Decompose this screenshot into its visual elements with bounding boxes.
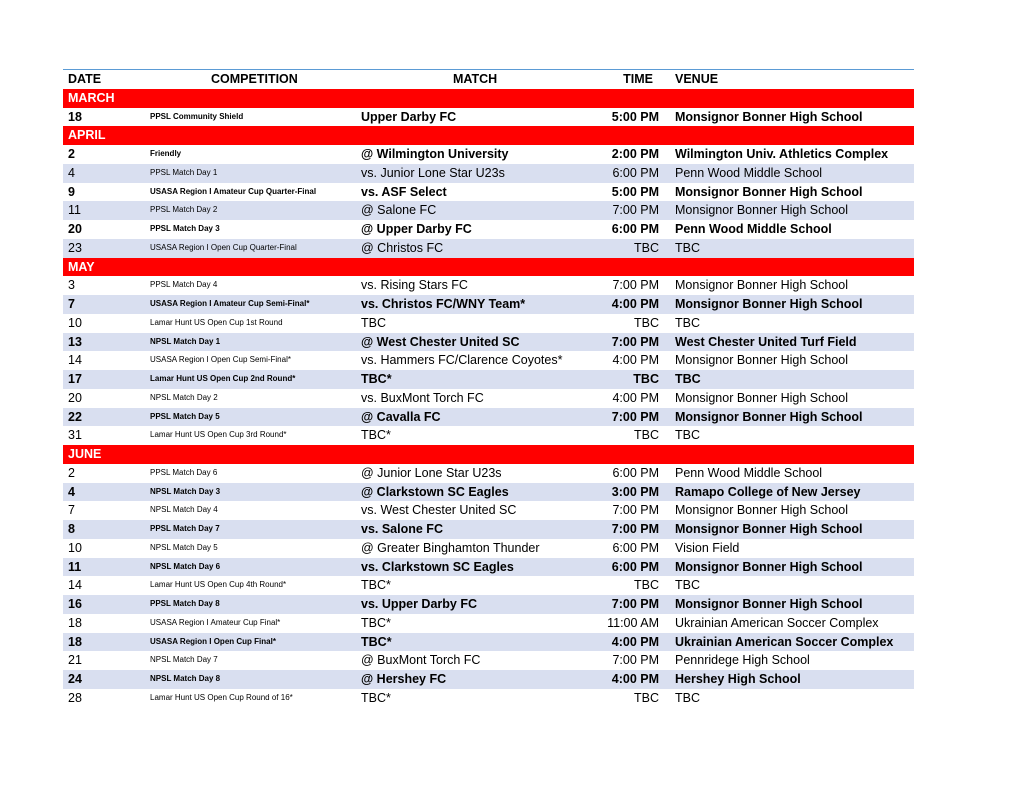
table-row (63, 164, 914, 183)
table-row (63, 145, 914, 164)
cell-venue: TBC (675, 240, 700, 255)
table-row (63, 276, 914, 295)
cell-competition: USASA Region I Amateur Cup Semi-Final* (150, 299, 310, 308)
cell-match: @ Upper Darby FC (361, 222, 472, 236)
cell-time: 4:00 PM (611, 634, 659, 649)
cell-time: TBC (634, 578, 659, 593)
cell-date: 11 (68, 203, 81, 218)
cell-competition: Friendly (150, 149, 182, 158)
cell-competition: NPSL Match Day 1 (150, 336, 221, 346)
cell-date: 2 (68, 147, 75, 161)
table-row (63, 520, 914, 539)
cell-venue: Monsignor Bonner High School (675, 522, 863, 536)
cell-time: 5:00 PM (611, 184, 659, 199)
table-row (63, 651, 914, 670)
cell-time: TBC (633, 372, 659, 386)
schedule-table (63, 69, 914, 708)
cell-competition: PPSL Match Day 4 (150, 280, 218, 290)
table-row (63, 389, 914, 408)
cell-match: Upper Darby FC (361, 109, 457, 124)
cell-venue: Monsignor Bonner High School (675, 297, 863, 311)
cell-competition: NPSL Match Day 6 (150, 561, 221, 571)
cell-match: vs. Upper Darby FC (361, 597, 478, 611)
cell-venue: Monsignor Bonner High School (675, 203, 849, 218)
cell-venue: Ukrainian American Soccer Complex (675, 634, 894, 649)
month-header-june (63, 445, 914, 464)
cell-competition: Lamar Hunt US Open Cup 1st Round (150, 317, 283, 327)
table-row (63, 314, 914, 333)
cell-date: 31 (68, 428, 82, 443)
cell-time: 4:00 PM (611, 297, 659, 311)
month-header-march (63, 89, 914, 108)
cell-venue: Ukrainian American Soccer Complex (675, 615, 879, 630)
cell-competition: PPSL Match Day 1 (150, 167, 218, 177)
cell-match: TBC* (361, 634, 392, 649)
cell-venue: Pennridege High School (675, 653, 810, 668)
cell-match: TBC* (361, 578, 391, 593)
table-row (63, 201, 914, 220)
cell-competition: USASA Region I Open Cup Semi-Final* (150, 355, 291, 365)
cell-date: 23 (68, 240, 82, 255)
table-row (63, 689, 914, 708)
cell-competition: PPSL Match Day 3 (150, 224, 220, 233)
cell-match: vs. Salone FC (361, 522, 443, 536)
table-row (63, 464, 914, 483)
cell-venue: Monsignor Bonner High School (675, 390, 849, 405)
cell-date: 16 (68, 597, 82, 611)
table-row (63, 633, 914, 652)
cell-time: 5:00 PM (611, 109, 659, 124)
cell-date: 18 (68, 615, 82, 630)
cell-date: 14 (68, 353, 82, 368)
cell-time: 3:00 PM (611, 484, 659, 499)
cell-match: @ Clarkstown SC Eagles (361, 484, 509, 499)
cell-date: 28 (68, 690, 82, 705)
cell-time: 7:00 PM (612, 503, 659, 518)
table-row (63, 370, 914, 389)
cell-time: 7:00 PM (611, 597, 659, 611)
cell-competition: Lamar Hunt US Open Cup Round of 16* (150, 692, 293, 702)
cell-time: TBC (634, 428, 659, 443)
cell-competition: USASA Region I Open Cup Quarter-Final (150, 242, 297, 252)
cell-time: TBC (634, 690, 659, 705)
cell-date: 17 (68, 372, 82, 386)
table-row (63, 539, 914, 558)
cell-date: 10 (68, 540, 82, 555)
table-row (63, 183, 914, 202)
cell-competition: NPSL Match Day 3 (150, 486, 221, 496)
header-row (63, 70, 914, 89)
cell-match: vs. Clarkstown SC Eagles (361, 559, 514, 574)
table-row (63, 501, 914, 520)
cell-venue: Hershey High School (675, 672, 801, 686)
cell-competition: NPSL Match Day 4 (150, 505, 218, 515)
cell-time: TBC (634, 240, 659, 255)
cell-match: TBC* (361, 428, 391, 443)
cell-competition: Lamar Hunt US Open Cup 2nd Round* (150, 374, 296, 383)
cell-competition: PPSL Match Day 7 (150, 524, 220, 533)
cell-competition: PPSL Match Day 6 (150, 467, 218, 477)
cell-venue: Monsignor Bonner High School (675, 109, 863, 124)
month-label: MARCH (68, 90, 115, 105)
table-row (63, 670, 914, 689)
header-match: MATCH (453, 72, 498, 86)
cell-date: 10 (68, 315, 82, 330)
cell-time: 4:00 PM (612, 353, 659, 368)
cell-match: @ Wilmington University (361, 147, 509, 161)
cell-date: 14 (68, 578, 82, 593)
cell-venue: TBC (675, 690, 700, 705)
cell-time: 6:00 PM (611, 559, 659, 574)
cell-venue: Penn Wood Middle School (675, 465, 823, 480)
cell-competition: NPSL Match Day 2 (150, 392, 218, 402)
table-row (63, 483, 914, 502)
table-row (63, 220, 914, 239)
cell-date: 18 (68, 634, 82, 649)
table-row (63, 576, 914, 595)
header-date: DATE (68, 72, 102, 86)
table-row (63, 558, 914, 577)
cell-competition: PPSL Match Day 2 (150, 205, 218, 215)
cell-match: TBC (361, 315, 386, 330)
cell-venue: Monsignor Bonner High School (675, 559, 863, 574)
header-venue: VENUE (675, 72, 719, 86)
cell-venue: Penn Wood Middle School (675, 165, 823, 180)
cell-venue: Monsignor Bonner High School (675, 353, 849, 368)
cell-venue: TBC (675, 578, 700, 593)
cell-competition: PPSL Community Shield (150, 111, 244, 121)
cell-match: @ West Chester United SC (361, 334, 520, 349)
cell-venue: Wilmington Univ. Athletics Complex (675, 147, 889, 161)
cell-venue: Monsignor Bonner High School (675, 597, 863, 611)
cell-time: 7:00 PM (611, 522, 659, 536)
cell-venue: West Chester United Turf Field (675, 334, 857, 349)
cell-date: 13 (68, 334, 82, 349)
table-row (63, 408, 914, 427)
table-row (63, 426, 914, 445)
cell-date: 11 (68, 559, 82, 574)
header-time: TIME (623, 72, 653, 86)
cell-match: @ BuxMont Torch FC (361, 653, 481, 668)
cell-match: vs. Junior Lone Star U23s (361, 165, 505, 180)
cell-match: vs. Rising Stars FC (361, 278, 468, 293)
cell-competition: NPSL Match Day 7 (150, 655, 218, 665)
table-row (63, 108, 914, 127)
cell-time: 7:00 PM (611, 409, 659, 424)
cell-venue: Monsignor Bonner High School (675, 278, 849, 293)
cell-date: 4 (68, 484, 75, 499)
cell-time: 2:00 PM (611, 147, 659, 161)
cell-competition: PPSL Match Day 8 (150, 599, 220, 608)
month-header-april (63, 126, 914, 145)
cell-time: 6:00 PM (612, 540, 659, 555)
cell-date: 20 (68, 222, 82, 236)
table-body (63, 89, 914, 708)
month-label: MAY (68, 259, 95, 274)
cell-time: 4:00 PM (611, 672, 659, 686)
cell-venue: Monsignor Bonner High School (675, 503, 849, 518)
cell-date: 7 (68, 503, 75, 518)
cell-competition: USASA Region I Amateur Cup Quarter-Final (150, 186, 317, 196)
cell-time: TBC (634, 315, 659, 330)
table-row (63, 333, 914, 352)
cell-match: @ Christos FC (361, 240, 444, 255)
cell-date: 21 (68, 653, 82, 668)
cell-time: 6:00 PM (611, 222, 659, 236)
cell-match: TBC* (361, 372, 392, 386)
cell-date: 8 (68, 522, 75, 536)
cell-time: 7:00 PM (612, 203, 659, 218)
cell-match: @ Hershey FC (361, 672, 447, 686)
cell-venue: TBC (675, 372, 701, 386)
cell-venue: Monsignor Bonner High School (675, 409, 863, 424)
cell-match: TBC* (361, 690, 391, 705)
cell-match: @ Cavalla FC (361, 409, 441, 424)
cell-match: vs. West Chester United SC (361, 503, 517, 518)
cell-competition: NPSL Match Day 8 (150, 674, 221, 683)
month-label: APRIL (68, 128, 106, 143)
cell-competition: USASA Region I Open Cup Final* (150, 636, 276, 646)
cell-match: TBC* (361, 615, 391, 630)
cell-time: 6:00 PM (612, 165, 659, 180)
cell-venue: TBC (675, 315, 700, 330)
cell-match: vs. Christos FC/WNY Team* (361, 297, 526, 311)
cell-time: 7:00 PM (612, 278, 659, 293)
cell-venue: Penn Wood Middle School (675, 222, 832, 236)
cell-match: @ Junior Lone Star U23s (361, 465, 502, 480)
cell-venue: Ramapo College of New Jersey (675, 484, 861, 499)
table-row (63, 595, 914, 614)
table-row (63, 239, 914, 258)
table-row (63, 351, 914, 370)
cell-competition: NPSL Match Day 5 (150, 542, 218, 552)
cell-date: 24 (68, 672, 82, 686)
cell-match: vs. ASF Select (361, 184, 447, 199)
cell-match: vs. BuxMont Torch FC (361, 390, 484, 405)
cell-competition: USASA Region I Amateur Cup Final* (150, 617, 281, 627)
cell-competition: PPSL Match Day 5 (150, 411, 220, 421)
cell-time: 11:00 AM (607, 615, 659, 630)
month-label: JUNE (68, 447, 102, 461)
header-competition: COMPETITION (211, 72, 298, 86)
cell-date: 18 (68, 109, 82, 124)
cell-date: 22 (68, 409, 82, 424)
cell-venue: TBC (675, 428, 700, 443)
cell-date: 4 (68, 165, 75, 180)
month-header-may (63, 258, 914, 277)
table-row (63, 295, 914, 314)
cell-match: @ Greater Binghamton Thunder (361, 540, 540, 555)
cell-date: 7 (68, 297, 75, 311)
cell-match: vs. Hammers FC/Clarence Coyotes* (361, 353, 563, 368)
cell-date: 3 (68, 278, 75, 293)
cell-competition: Lamar Hunt US Open Cup 4th Round* (150, 580, 287, 590)
cell-time: 6:00 PM (612, 465, 659, 480)
table-row (63, 614, 914, 633)
cell-date: 9 (68, 184, 75, 199)
cell-competition: Lamar Hunt US Open Cup 3rd Round* (150, 430, 287, 440)
cell-venue: Monsignor Bonner High School (675, 184, 863, 199)
cell-match: @ Salone FC (361, 203, 437, 218)
cell-time: 7:00 PM (612, 653, 659, 668)
cell-venue: Vision Field (675, 540, 740, 555)
cell-date: 2 (68, 465, 75, 480)
cell-date: 20 (68, 390, 82, 405)
cell-time: 7:00 PM (611, 334, 659, 349)
cell-time: 4:00 PM (612, 390, 659, 405)
